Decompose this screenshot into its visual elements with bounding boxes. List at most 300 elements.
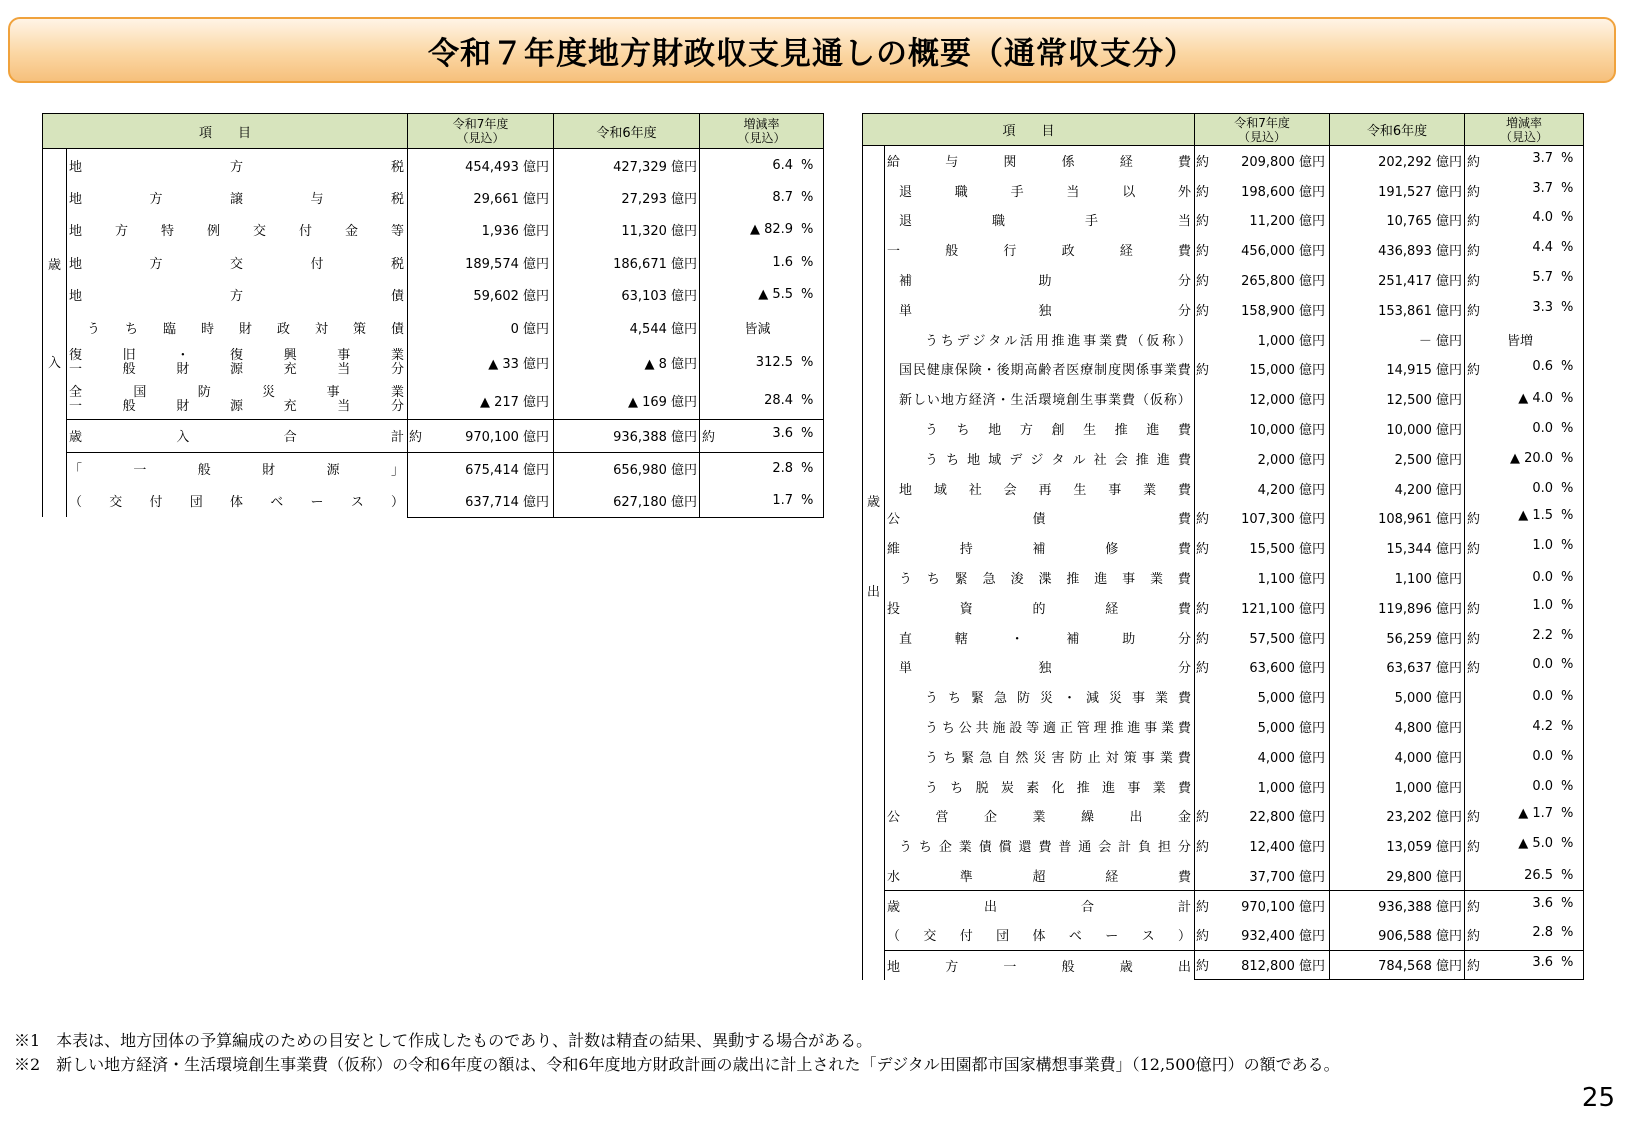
value-r7-amount: 4,200 億円 (1257, 482, 1326, 498)
value-r7 (1195, 592, 1330, 622)
rate-unit: % (1561, 657, 1574, 673)
row-label-stack (67, 386, 407, 414)
value-rate (1465, 503, 1584, 533)
rate-unit: % (1561, 538, 1574, 554)
value-r6: 4,544 億円 (554, 311, 700, 344)
title-banner (8, 17, 1616, 83)
row-label (67, 181, 408, 214)
approx-mark: 約 (1467, 810, 1481, 826)
rate-number: ▲ 1.7 (1518, 806, 1554, 822)
row-label (67, 214, 408, 247)
rate-unit: % (801, 189, 814, 205)
rate-number: ▲ 5.0 (1518, 836, 1554, 852)
value-r7 (1195, 652, 1330, 682)
value-rate (700, 149, 824, 182)
value-r6: 10,765 億円 (1330, 205, 1465, 235)
row-label-text: 地 方 税 (69, 159, 405, 175)
rate-text: 皆増 (1507, 333, 1534, 349)
table-row (863, 235, 1584, 265)
value-r7 (1195, 712, 1330, 742)
row-label (885, 175, 1195, 205)
value-r6: 56,259 億円 (1330, 622, 1465, 652)
row-label-text: う ち 緊 急 浚 渫 推 進 事 業 費 (899, 572, 1191, 588)
row-label-text: （ 交 付 団 体 ベ ー ス ） (69, 495, 405, 511)
value-r7 (1195, 503, 1330, 533)
value-r7-amount: 454,493 億円 (465, 159, 550, 175)
table-row (863, 384, 1584, 414)
value-r6: 13,059 億円 (1330, 831, 1465, 861)
approx-mark: 約 (409, 430, 423, 446)
approx-mark: 約 (1467, 959, 1481, 975)
value-r7 (1195, 265, 1330, 295)
row-label (885, 533, 1195, 563)
approx-mark: 約 (1196, 512, 1210, 528)
approx-mark (1195, 330, 1213, 349)
row-label (885, 384, 1195, 414)
header-item: 項 目 (43, 114, 408, 149)
approx-mark: 約 (1196, 929, 1210, 945)
approx-mark: 約 (1467, 184, 1481, 200)
value-rate (1465, 950, 1584, 980)
rate-unit: % (801, 355, 814, 370)
table-row (863, 771, 1584, 801)
value-rate (1465, 741, 1584, 771)
table-row (863, 622, 1584, 652)
table-row (863, 414, 1584, 444)
value-r7 (1195, 205, 1330, 235)
approx-mark: 約 (1467, 244, 1481, 260)
table-row (863, 741, 1584, 771)
value-rate (700, 214, 824, 247)
table-row (863, 652, 1584, 682)
row-label-text: う ち 地 域 デ ジ タ ル 社 会 推 進 費 (925, 452, 1191, 468)
side-label-1: 歳 (866, 495, 880, 510)
table-row (863, 861, 1584, 891)
value-rate (700, 382, 824, 420)
rate-unit: % (1561, 719, 1574, 735)
rate-number: 0.6 (1532, 359, 1554, 375)
rate-number: 1.0 (1532, 538, 1554, 554)
value-r7-amount: 121,100 億円 (1241, 601, 1326, 617)
side-label-2: 入 (47, 355, 61, 371)
table-row (43, 246, 824, 279)
value-rate (1465, 265, 1584, 295)
value-r7-amount: 37,700 億円 (1249, 869, 1326, 885)
rate-unit: % (1561, 210, 1574, 226)
rate-number: 26.5 (1524, 867, 1554, 883)
value-r7 (1195, 682, 1330, 712)
value-r6: 11,320 億円 (554, 214, 700, 247)
rate-unit: % (1561, 359, 1574, 375)
rate-number: ▲ 4.0 (1518, 391, 1554, 407)
approx-mark (408, 391, 426, 410)
row-label-text: 地 方 債 (69, 289, 405, 305)
value-r6: 1,100 億円 (1330, 563, 1465, 593)
table-row (863, 920, 1584, 950)
rate-number: 1.6 (772, 254, 794, 270)
row-label-text: 退 職 手 当 (899, 214, 1192, 230)
approx-mark (700, 287, 722, 302)
rate-unit: % (1561, 867, 1574, 883)
rate-number: 0.0 (1532, 657, 1554, 673)
rate-number: 2.8 (772, 461, 794, 476)
row-label-text: 「 一 般 財 源 」 (69, 463, 404, 478)
table-row (863, 443, 1584, 473)
value-rate (1465, 146, 1584, 176)
approx-mark: 約 (1196, 661, 1210, 677)
rate-number: 2.2 (1532, 627, 1554, 643)
rate-number: 3.7 (1532, 180, 1554, 196)
value-rate (1465, 294, 1584, 324)
rate-unit: % (801, 254, 814, 270)
value-r7 (408, 214, 554, 247)
value-r7-amount: 970,100 億円 (1241, 900, 1326, 916)
rate-number: 5.7 (1532, 270, 1554, 286)
header-r6: 令和6年度 (554, 114, 700, 149)
approx-mark (700, 158, 722, 173)
approx-mark (1465, 421, 1487, 436)
revenue-table (42, 113, 824, 518)
value-r6: 153,861 億円 (1330, 294, 1465, 324)
value-rate (1465, 622, 1584, 652)
rate-unit: % (801, 287, 814, 303)
approx-mark: 約 (1467, 900, 1481, 916)
rate-number: 8.7 (772, 189, 794, 205)
rate-number: 1.7 (772, 493, 794, 508)
value-r7 (1195, 414, 1330, 444)
approx-mark (1465, 868, 1487, 883)
value-r6: 656,980 億円 (554, 452, 700, 485)
value-r7 (408, 246, 554, 279)
value-rate (1465, 801, 1584, 831)
approx-mark (408, 459, 426, 478)
approx-mark: 約 (1467, 631, 1481, 647)
row-label-text: 国 民 健 康 保 険 ・ 後 期 高 齢 者 医 療 制 度 関 係 事 業 費 (899, 363, 1191, 379)
value-rate (700, 485, 824, 518)
approx-mark (1465, 330, 1487, 349)
value-r6: 63,637 億円 (1330, 652, 1465, 682)
row-label (885, 712, 1195, 742)
row-label-text: 補 助 分 (899, 274, 1192, 290)
value-r6: 906,588 億円 (1330, 920, 1465, 950)
value-r7-amount: 107,300 億円 (1241, 512, 1326, 528)
approx-mark: 約 (1196, 184, 1210, 200)
approx-mark (1195, 479, 1213, 498)
table-row (863, 592, 1584, 622)
row-label-text: 水 準 超 経 費 (887, 869, 1192, 885)
row-label-text: う ち 緊 急 自 然 災 害 防 止 対 策 事 業 費 (925, 750, 1191, 766)
value-r6: 251,417 億円 (1330, 265, 1465, 295)
row-label (885, 652, 1195, 682)
row-label-text: う ち 公 共 施 設 等 適 正 管 理 推 進 事 業 費 (925, 721, 1191, 737)
rate-unit: % (1561, 240, 1574, 256)
approx-mark (700, 190, 722, 205)
value-r7-amount: 1,100 億円 (1257, 572, 1326, 588)
row-label (885, 861, 1195, 891)
value-r6: ▲ 8 億円 (554, 344, 700, 382)
side-label-2: 出 (866, 585, 880, 601)
approx-mark (1465, 481, 1487, 496)
expenditure-table (862, 113, 1584, 980)
row-label-text: 退 職 手 当 以 外 (899, 184, 1191, 200)
table-row (43, 344, 824, 382)
value-rate (700, 181, 824, 214)
approx-mark: 約 (1196, 155, 1210, 171)
value-r7 (1195, 235, 1330, 265)
rate-number: 3.6 (1532, 896, 1554, 912)
rate-number: ▲ 82.9 (749, 222, 794, 238)
table-row (863, 712, 1584, 742)
value-rate (1465, 473, 1584, 503)
value-r7 (408, 311, 554, 344)
value-r7-amount: 189,574 億円 (465, 256, 550, 272)
rate-number: 0.0 (1532, 570, 1554, 586)
rate-number: 3.6 (772, 426, 794, 442)
row-label-text: 新 し い 地 方 経 済 ・ 生 活 環 境 創 生 事 業 費 （ 仮 称 ） (899, 393, 1191, 409)
header-rate: 増減率 （見込） (700, 114, 824, 149)
table-row (43, 181, 824, 214)
approx-mark (408, 188, 426, 207)
value-r7-amount: 15,000 億円 (1249, 363, 1326, 379)
row-label (885, 801, 1195, 831)
value-r6: 63,103 億円 (554, 279, 700, 312)
row-label (885, 682, 1195, 712)
value-rate (1465, 592, 1584, 622)
approx-mark: 約 (1467, 274, 1481, 290)
row-label (885, 265, 1195, 295)
approx-mark: 約 (1196, 959, 1210, 975)
row-label-text: 地 方 特 例 交 付 金 等 (69, 224, 405, 240)
approx-mark (408, 253, 426, 272)
table-row (863, 682, 1584, 712)
value-r7 (1195, 384, 1330, 414)
rate-unit: % (801, 493, 814, 508)
approx-mark: 約 (1467, 542, 1481, 558)
value-r6: 627,180 億円 (554, 485, 700, 518)
value-r7 (408, 279, 554, 312)
approx-mark (408, 285, 426, 304)
row-label-text: 給 与 関 係 経 費 (887, 155, 1191, 171)
approx-mark (1465, 570, 1487, 585)
row-label (885, 414, 1195, 444)
rate-unit: % (1561, 778, 1574, 794)
value-r7-amount: 57,500 億円 (1249, 631, 1326, 647)
value-r7 (1195, 801, 1330, 831)
row-label-text: 地 方 譲 与 税 (69, 191, 405, 207)
value-r7-amount: 970,100 億円 (465, 430, 550, 446)
approx-mark (1195, 687, 1213, 706)
value-r7-amount: 12,400 億円 (1249, 840, 1326, 856)
approx-mark (1195, 568, 1213, 587)
value-rate (1465, 771, 1584, 801)
approx-mark: 約 (1467, 214, 1481, 230)
value-r7-amount: 158,900 億円 (1241, 303, 1326, 319)
value-r7-amount: 59,602 億円 (473, 289, 550, 305)
value-r6: － 億円 (1330, 324, 1465, 354)
value-r7-amount: 637,714 億円 (465, 495, 550, 510)
value-r7-amount: ▲ 217 億円 (479, 394, 550, 410)
row-label (885, 771, 1195, 801)
header-r6: 令和6年度 (1330, 114, 1465, 146)
approx-mark: 約 (1467, 840, 1481, 856)
value-rate (700, 311, 824, 344)
row-label-text: 地 域 社 会 再 生 事 業 費 (899, 482, 1192, 498)
value-r6: 2,500 億円 (1330, 443, 1465, 473)
value-r7 (1195, 443, 1330, 473)
value-r7 (1195, 831, 1330, 861)
row-label-text: 歳 出 合 計 (887, 900, 1192, 916)
table-row (43, 485, 824, 518)
value-rate (1465, 443, 1584, 473)
rate-unit: % (1561, 180, 1574, 196)
row-label (885, 443, 1195, 473)
value-rate (1465, 384, 1584, 414)
row-label (885, 920, 1195, 950)
row-label-text: 全 国 防 災 事 業 (69, 385, 404, 401)
row-label (67, 382, 408, 420)
row-label (67, 485, 408, 518)
value-rate (1465, 712, 1584, 742)
value-r7-amount: 265,800 億円 (1241, 274, 1326, 290)
table-row (863, 890, 1584, 920)
value-r7 (1195, 294, 1330, 324)
row-label (885, 205, 1195, 235)
value-r6: 108,961 億円 (1330, 503, 1465, 533)
row-label (885, 622, 1195, 652)
value-r6: 5,000 億円 (1330, 682, 1465, 712)
rate-unit: % (801, 461, 814, 476)
row-label-text: 一 般 財 源 充 当 分 (69, 361, 404, 377)
value-r6: 15,344 億円 (1330, 533, 1465, 563)
rate-unit: % (801, 392, 814, 408)
rate-unit: % (1561, 270, 1574, 286)
row-label (67, 311, 408, 344)
value-r7-amount: 4,000 億円 (1257, 750, 1326, 766)
rate-unit: % (1561, 299, 1574, 315)
approx-mark: 約 (1467, 303, 1481, 319)
value-r7 (1195, 861, 1330, 891)
approx-mark: 約 (1196, 244, 1210, 260)
approx-mark (1465, 451, 1487, 466)
row-label-text: 単 独 分 (899, 661, 1192, 677)
rate-number: 4.4 (1532, 240, 1554, 256)
value-r7-amount: 209,800 億円 (1241, 155, 1326, 171)
value-r7-amount: 5,000 億円 (1257, 691, 1326, 707)
value-r7 (1195, 950, 1330, 980)
row-label (67, 420, 408, 453)
row-label (67, 452, 408, 485)
row-label (885, 503, 1195, 533)
value-r6: 1,000 億円 (1330, 771, 1465, 801)
row-label-text: う ち デ ジ タ ル 活 用 推 進 事 業 費 （ 仮 称 ） (925, 333, 1192, 349)
approx-mark: 約 (1196, 900, 1210, 916)
value-r7-amount: 198,600 億円 (1241, 184, 1326, 200)
value-r7 (408, 452, 554, 485)
table-row (863, 175, 1584, 205)
approx-mark (1195, 717, 1213, 736)
rate-number: ▲ 5.5 (758, 287, 794, 303)
approx-mark (700, 461, 722, 476)
value-r6: 119,896 億円 (1330, 592, 1465, 622)
approx-mark (1465, 779, 1487, 794)
page-number: 25 (1581, 1083, 1615, 1113)
value-r7 (1195, 146, 1330, 176)
row-label-text: 歳 入 合 計 (69, 430, 404, 446)
value-r7-amount: 456,000 億円 (1241, 244, 1326, 260)
side-label-1: 歳 (47, 258, 61, 273)
rate-number: 3.7 (1532, 151, 1554, 167)
approx-mark (408, 353, 426, 372)
value-r6: 191,527 億円 (1330, 175, 1465, 205)
value-r7 (1195, 741, 1330, 771)
row-label-text: 一 般 行 政 経 費 (887, 244, 1191, 260)
rate-unit: % (801, 222, 814, 238)
value-r7 (408, 149, 554, 182)
value-rate (1465, 920, 1584, 950)
rate-number: 6.4 (772, 157, 794, 173)
rate-number: 0.0 (1532, 748, 1554, 764)
approx-mark: 約 (1196, 631, 1210, 647)
approx-mark: 約 (1196, 542, 1210, 558)
table-row (43, 382, 824, 420)
table-row (43, 420, 824, 453)
rate-unit: % (1561, 748, 1574, 764)
approx-mark (408, 491, 426, 510)
row-label-text: 地 方 一 般 歳 出 (887, 959, 1191, 975)
rate-unit: % (801, 426, 814, 442)
value-r6: 4,200 億円 (1330, 473, 1465, 503)
approx-mark (700, 393, 722, 408)
rate-unit: % (1561, 925, 1574, 941)
value-r7-amount: ▲ 33 億円 (488, 357, 550, 372)
approx-mark: 約 (1467, 929, 1481, 945)
rate-unit: % (801, 157, 814, 173)
value-r7 (408, 382, 554, 420)
value-rate (700, 246, 824, 279)
approx-mark (1195, 777, 1213, 796)
value-r6: ▲ 169 億円 (554, 382, 700, 420)
footnote-1: ※1 本表は、地方団体の予算編成のための目安として作成したものであり、計数は精査の結果、異動する場合がある。 (14, 1031, 873, 1050)
row-label-text: 一 般 財 源 充 当 分 (69, 399, 404, 415)
row-label (67, 344, 408, 382)
value-rate (1465, 831, 1584, 861)
row-label (885, 146, 1195, 176)
approx-mark (408, 156, 426, 175)
approx-mark: 約 (1196, 840, 1210, 856)
approx-mark (700, 222, 722, 237)
value-r7 (1195, 354, 1330, 384)
value-rate (1465, 414, 1584, 444)
value-r6: 936,388 億円 (1330, 890, 1465, 920)
approx-mark (1195, 747, 1213, 766)
approx-mark (700, 355, 722, 370)
table-row (863, 473, 1584, 503)
header-r7: 令和7年度 （見込） (408, 114, 554, 149)
value-r7-amount: 675,414 億円 (465, 463, 550, 478)
value-r7-amount: 12,000 億円 (1249, 393, 1326, 409)
rate-number: 0.0 (1532, 689, 1554, 705)
row-label-text: 公 債 費 (887, 512, 1192, 528)
rate-unit: % (1561, 806, 1574, 822)
footnotes (14, 1029, 1340, 1077)
row-label (885, 890, 1195, 920)
approx-mark (1195, 866, 1213, 885)
value-r7 (1195, 771, 1330, 801)
value-r7 (408, 181, 554, 214)
table-row (863, 831, 1584, 861)
table-row (43, 279, 824, 312)
table-row (863, 354, 1584, 384)
